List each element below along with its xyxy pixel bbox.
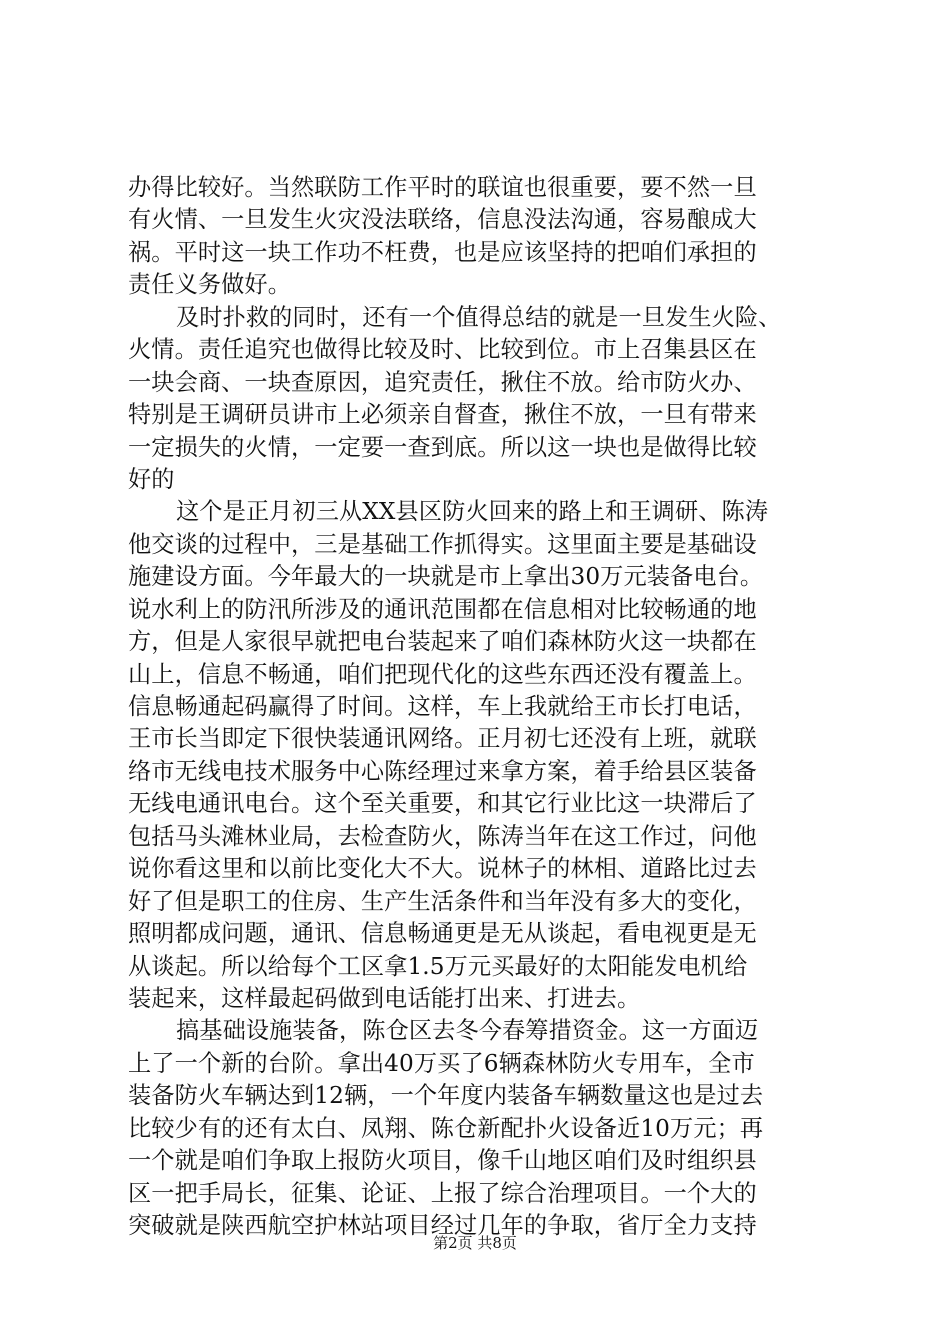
paragraph-first-line: 搞基础设施装备，陈仓区去冬今春筹措资金。这一方面迈: [176, 1017, 759, 1045]
text-line: 包括马头滩林业局，去检查防火，陈涛当年在这工作过，问他: [128, 822, 757, 850]
text-line: 说水利上的防汛所涉及的通讯范围都在信息相对比较畅通的地: [128, 595, 757, 623]
text-line: 比较少有的还有太白、凤翔、陈仓新配扑火设备近10万元；再: [128, 1114, 764, 1142]
text-line: 有火情、一旦发生火灾没法联络，信息没法沟通，容易酿成大: [128, 206, 757, 234]
text-line: 好的: [128, 465, 175, 493]
text-line: 从谈起。所以给每个工区拿1.5万元买最好的太阳能发电机给: [128, 952, 748, 980]
text-line: 无线电通讯电台。这个至关重要，和其它行业比这一块滞后了: [128, 790, 757, 818]
text-line: 他交谈的过程中，三是基础工作抓得实。这里面主要是基础设: [128, 530, 757, 558]
text-line: 一个就是咱们争取上报防火项目，像千山地区咱们及时组织县: [128, 1147, 757, 1175]
text-line: 信息畅通起码赢得了时间。这样，车上我就给王市长打电话，: [128, 693, 757, 720]
text-line: 王市长当即定下很快装通讯网络。正月初七还没有上班，就联: [128, 725, 757, 753]
document-body: [128, 172, 856, 1242]
text-line: 施建设方面。今年最大的一块就是市上拿出30万元装备电台。: [128, 563, 764, 591]
text-line: 突破就是陕西航空护林站项目经过几年的争取，省厅全力支持: [128, 1212, 757, 1239]
text-line: 照明都成问题，通讯、信息畅通更是无从谈起，看电视更是无: [128, 920, 757, 948]
text-line: 上了一个新的台阶。拿出40万买了6辆森林防火专用车，全市: [128, 1049, 755, 1077]
text-line: 好了但是职工的住房、生产生活条件和当年没有多大的变化，: [128, 887, 757, 915]
text-line: 装备防火车辆达到12辆，一个年度内装备车辆数量这也是过去: [128, 1082, 764, 1110]
text-line: 说你看这里和以前比变化大不大。说林子的林相、道路比过去: [128, 855, 757, 883]
text-line: 火情。责任追究也做得比较及时、比较到位。市上召集县区在: [128, 336, 757, 364]
text-line: 办得比较好。当然联防工作平时的联谊也很重要，要不然一旦: [128, 174, 757, 201]
paragraph-first-line: 这个是正月初三从XX县区防火回来的路上和王调研、陈涛: [176, 498, 769, 526]
text-line: 特别是王调研员讲市上必须亲自督查，揪住不放，一旦有带来: [128, 401, 757, 429]
text-line: 区一把手局长，征集、论证、上报了综合治理项目。一个大的: [128, 1179, 757, 1207]
text-line: 一定损失的火情，一定要一查到底。所以这一块也是做得比较: [128, 433, 757, 461]
paragraph-first-line: 及时扑救的同时，还有一个值得总结的就是一旦发生火险、: [176, 303, 782, 331]
page-number-footer: 第2页 共8页: [433, 1234, 517, 1252]
text-line: 祸。平时这一块工作功不枉费，也是应该坚持的把咱们承担的: [128, 238, 757, 266]
text-line: 装起来，这样最起码做到电话能打出来、打进去。: [128, 984, 641, 1012]
text-line: 一块会商、一块查原因，追究责任，揪住不放。给市防火办、: [128, 368, 757, 396]
text-line: 络市无线电技术服务中心陈经理过来拿方案，着手给县区装备: [128, 757, 757, 785]
text-line: 责任义务做好。: [128, 271, 292, 299]
text-line: 方，但是人家很早就把电台装起来了咱们森林防火这一块都在: [128, 628, 757, 656]
text-line: 山上，信息不畅通，咱们把现代化的这些东西还没有覆盖上。: [128, 660, 757, 688]
